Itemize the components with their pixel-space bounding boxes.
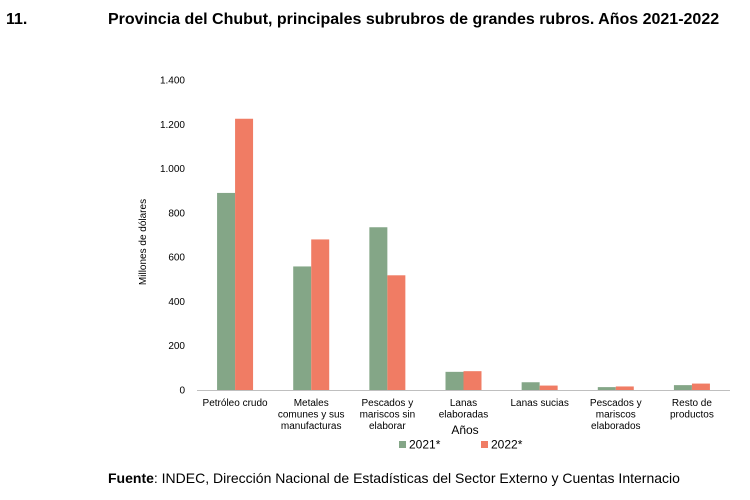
bar-2022-3	[464, 371, 482, 390]
x-tick-label: Petróleo crudo	[202, 398, 268, 409]
bar-2022-1	[311, 239, 329, 390]
source-text: : INDEC, Dirección Nacional de Estadísticas del Sector Externo y Cuentas Internacio	[153, 470, 680, 486]
bar-2021-6	[674, 385, 692, 390]
x-tick-label: Lanas elaboradas	[438, 398, 489, 421]
bar-2022-0	[235, 119, 253, 390]
legend-label: 2022*	[491, 437, 523, 452]
source-note	[108, 470, 680, 486]
y-tick-label: 600	[168, 252, 185, 264]
y-tick-label: 1.400	[159, 75, 185, 87]
y-tick-label: 200	[168, 341, 185, 353]
legend	[399, 438, 523, 452]
bar-2022-2	[387, 275, 405, 390]
y-axis	[160, 76, 185, 397]
bars	[217, 119, 710, 390]
figure-number: 11.	[6, 11, 28, 28]
bar-2021-0	[217, 193, 235, 390]
x-tick-label: Lanas sucias	[510, 398, 569, 409]
x-tick-label: Pescados y mariscos elaborados	[589, 398, 642, 432]
y-tick-label: 1.200	[159, 119, 185, 131]
bar-2022-4	[540, 386, 558, 390]
x-tick-label: Metales comunes y sus manufacturas	[277, 398, 345, 432]
y-tick-label: 1.000	[159, 164, 185, 176]
legend-label: 2021*	[409, 437, 441, 452]
bar-2021-3	[446, 372, 464, 390]
bar-2021-2	[369, 227, 387, 390]
y-tick-label: 800	[168, 208, 185, 220]
x-tick-label: Pescados y mariscos sin elaborar	[359, 398, 416, 432]
bar-2021-5	[598, 387, 616, 390]
x-axis-label: Años	[451, 423, 479, 437]
legend-swatch	[481, 441, 488, 448]
y-tick-label: 400	[168, 296, 185, 308]
bar-2021-4	[522, 382, 540, 390]
bar-2022-5	[616, 386, 634, 390]
chart-title: Provincia del Chubut, principales subrubros de grandes rubros. Años 2021-2022	[108, 11, 720, 28]
y-axis-label: Millones de dólares	[138, 198, 149, 286]
legend-swatch	[399, 441, 406, 448]
x-tick-label: Resto de productos	[669, 398, 714, 421]
bar-2022-6	[692, 384, 710, 390]
source-label: Fuente	[108, 470, 154, 486]
bar-2021-1	[293, 266, 311, 390]
y-tick-label: 0	[179, 385, 185, 397]
